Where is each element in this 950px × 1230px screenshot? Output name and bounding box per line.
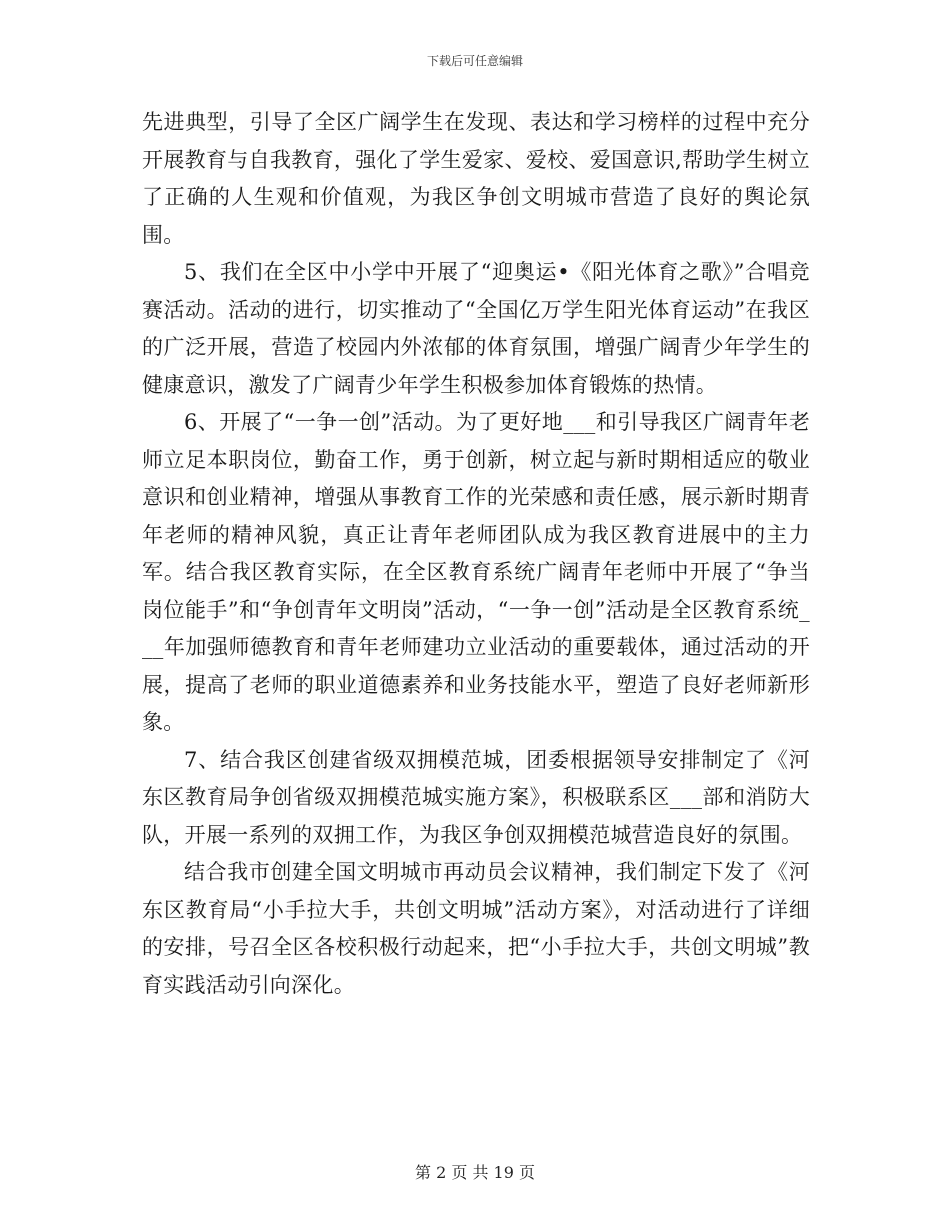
paragraph-continuation: 先进典型，引导了全区广阔学生在发现、表达和学习榜样的过程中充分开展教育与自我教育，强化了学生爱家、爱校、爱国意识,帮助学生树立了正确的人生观和价值观，为我区争创文明城市营造了良好的舆论氛围。 [142, 110, 810, 247]
page-number: 第 2 页 共 19 页 [415, 1163, 535, 1182]
paragraph-item-5: 5、我们在全区中小学中开展了“迎奥运•《阳光体育之歌》”合唱竞赛活动。活动的进行，切实推动了“全国亿万学生阳光体育运动”在我区的广泛开展，营造了校园内外浓郁的体育氛围，增强广阔青少年学生的健康意识，激发了广阔青少年学生积极参加体育锻炼的热情。 [142, 260, 810, 397]
paragraph-item-6: 6、开展了“一争一创”活动。为了更好地___和引导我区广阔青年老师立足本职岗位，勤奋工作，勇于创新，树立起与新时期相适应的敬业意识和创业精神，增强从事教育工作的光荣感和责任感，展示新时期青年老师的精神风貌，真正让青年老师团队成为我区教育进展中的主力军。结合我区教育实际，在全区教育系统广阔青年老师中开展了“争当岗位能手”和“争创青年文明岗”活动，“一争一创”活动是全区教育系统___年加强师德教育和青年老师建功立业活动的重要载体，通过活动的开展，提高了老师的职业道德素养和业务技能水平，塑造了良好老师新形象。 [142, 410, 810, 734]
document-body [142, 104, 810, 1004]
paragraph-item-7: 7、结合我区创建省级双拥模范城，团委根据领导安排制定了《河东区教育局争创省级双拥模范城实施方案》，积极联系区___部和消防大队，开展一系列的双拥工作，为我区争创双拥模范城营造良好的氛围。 [142, 747, 810, 847]
paragraph-summary: 结合我市创建全国文明城市再动员会议精神，我们制定下发了《河东区教育局“小手拉大手，共创文明城”活动方案》，对活动进行了详细的安排，号召全区各校积极行动起来，把“小手拉大手，共创文明城”教育实践活动引向深化。 [142, 860, 810, 997]
page-header: 下载后可任意编辑 [426, 54, 523, 68]
